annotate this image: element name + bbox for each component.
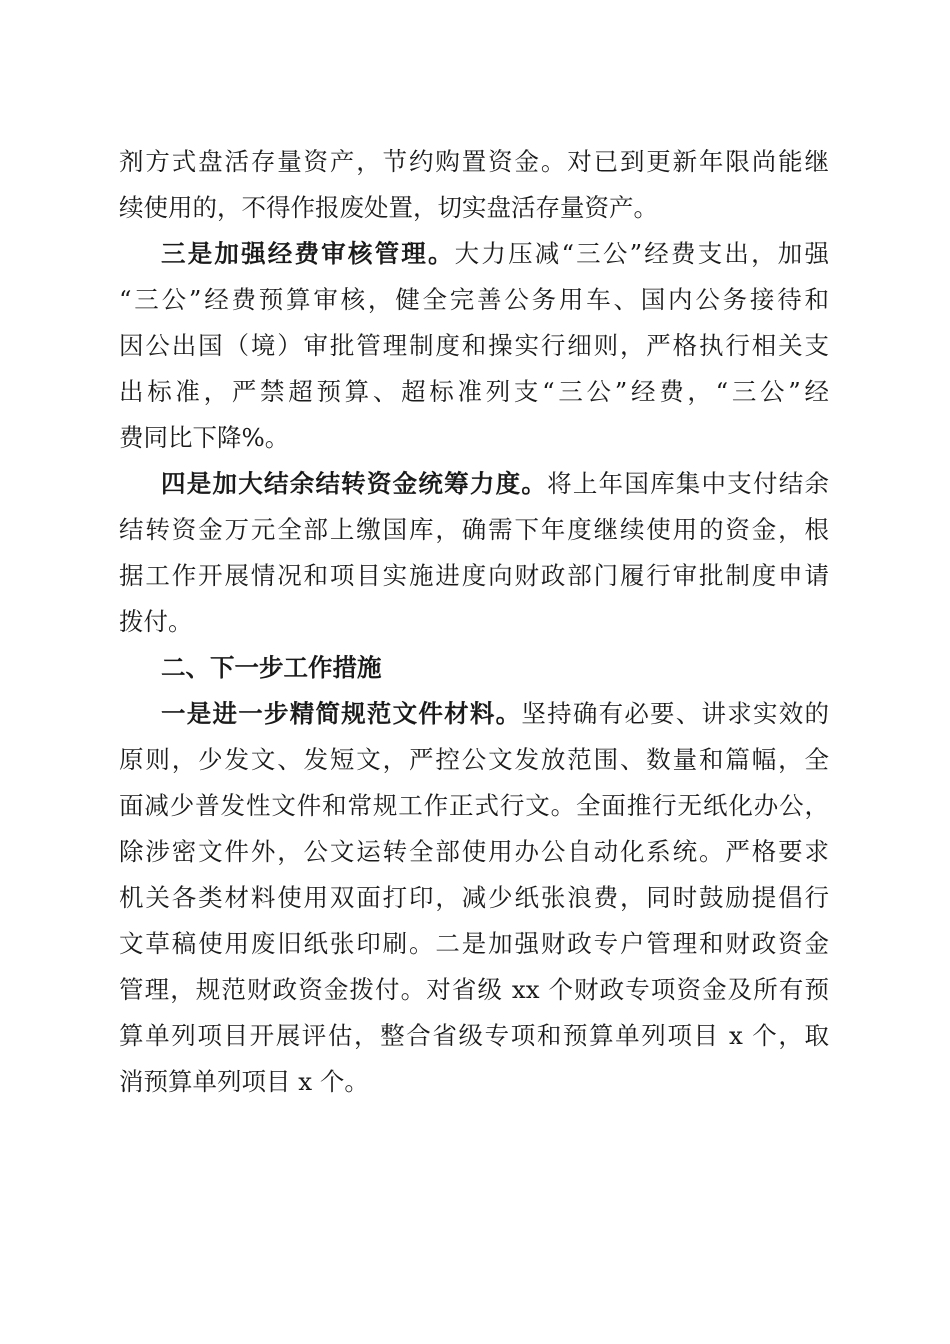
paragraph-line	[161, 231, 829, 277]
paragraph-line: 剂方式盘活存量资产，节约购置资金。对已到更新年限尚能继	[119, 147, 829, 176]
paragraph-line: 消预算单列项目 x 个。	[119, 1067, 369, 1096]
paragraph-line: 原则，少发文、发短文，严控公文发放范围、数量和篇幅，全	[119, 745, 829, 774]
paragraph-line: 机关各类材料使用双面打印，减少纸张浪费，同时鼓励提倡行	[119, 883, 829, 912]
paragraph-text: 将上年国库集中支付结余	[547, 469, 830, 498]
paragraph-line: 面减少普发性文件和常规工作正式行文。全面推行无纸化办公，	[119, 791, 829, 820]
paragraph-line: 据工作开展情况和项目实施进度向财政部门履行审批制度申请	[119, 561, 829, 590]
paragraph-line	[161, 461, 829, 507]
paragraph-line: 拨付。	[119, 607, 193, 636]
paragraph-text: 坚持确有必要、讲求实效的	[521, 699, 829, 728]
paragraph-line: 出标准，严禁超预算、超标准列支“三公”经费，“三公”经	[119, 377, 829, 406]
paragraph-lead: 一是进一步精简规范文件材料。	[161, 699, 522, 728]
paragraph-line: 费同比下降%。	[119, 423, 290, 452]
paragraph-line: 除涉密文件外，公文运转全部使用办公自动化系统。严格要求	[119, 837, 829, 866]
paragraph-line: 算单列项目开展评估，整合省级专项和预算单列项目 x 个，取	[119, 1021, 829, 1050]
paragraph-line: “三公”经费预算审核，健全完善公务用车、国内公务接待和	[119, 285, 829, 314]
section-heading: 二、下一步工作措施	[161, 653, 382, 682]
paragraph-line: 续使用的，不得作报废处置，切实盘活存量资产。	[119, 193, 658, 222]
paragraph-line: 因公出国（境）审批管理制度和操实行细则，严格执行相关支	[119, 331, 829, 360]
paragraph-line: 管理，规范财政资金拨付。对省级 xx 个财政专项资金及所有预	[119, 975, 829, 1004]
paragraph-lead: 三是加强经费审核管理。	[161, 239, 455, 268]
paragraph-line: 结转资金万元全部上缴国库，确需下年度继续使用的资金，根	[119, 515, 829, 544]
paragraph-lead: 四是加大结余结转资金统筹力度。	[161, 469, 548, 498]
paragraph-line	[161, 691, 829, 737]
paragraph-text: 大力压减“三公”经费支出，加强	[454, 239, 829, 268]
paragraph-line: 文草稿使用废旧纸张印刷。二是加强财政专户管理和财政资金	[119, 929, 829, 958]
